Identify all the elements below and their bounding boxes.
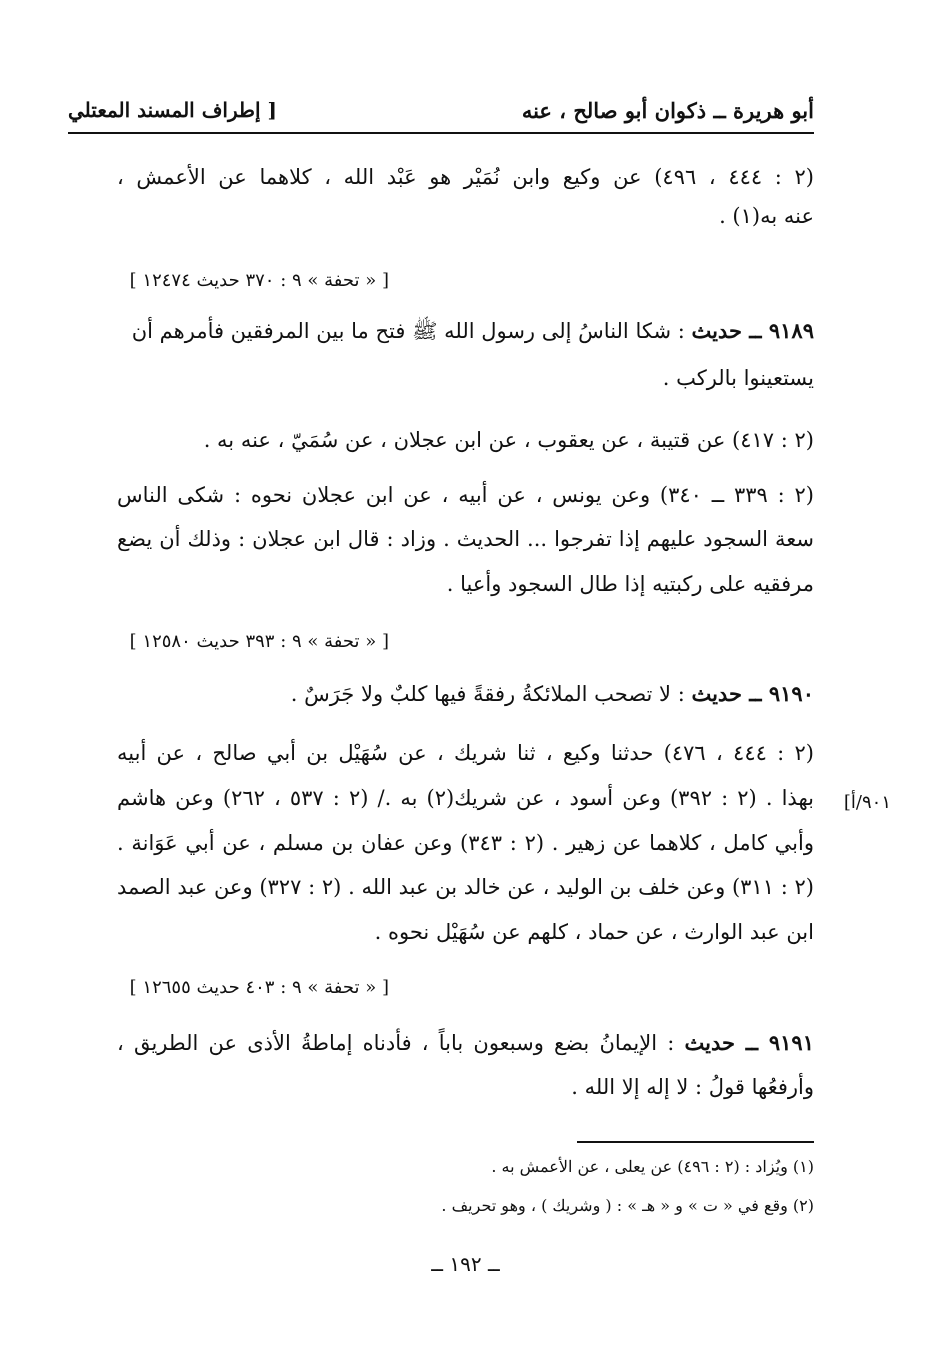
hadith-number: ٩١٨٩ ــ حديث [691, 318, 814, 343]
tuhfa-reference: [ « تحفة » ٩ : ٣٩٣ حديث ١٢٥٨٠ ] [129, 631, 389, 652]
text-line: عنه به(١) . [719, 204, 814, 228]
text-line: وأبي كامل ، كلاهما عن زهير . (٢ : ٣٤٣) وعن عفان بن مسلم ، عن أبي عَوَانة . [117, 831, 814, 855]
hadith-number: ٩١٩٠ ــ حديث [691, 681, 814, 706]
text-line: بهذا . (٢ : ٣٩٢) وعن أسود ، عن شريك(٢) به ./ (٢ : ٥٣٧ ، ٢٦٢) وعن هاشم [117, 786, 814, 810]
footnote: (٢) وقع في « ت » و « هـ » : ( وشريك ) ، وهو تحريف . [441, 1196, 814, 1215]
hadith-text: : الإيمانُ بضع وسبعون باباً ، فأدناه إماطةُ الأذى عن الطريق ، [117, 1031, 685, 1055]
footnote-separator [577, 1141, 814, 1143]
footnote: (١) ويُزاد : (٢ : ٤٩٦) عن يعلى ، عن الأعمش به . [491, 1157, 814, 1176]
text-line: (٢ : ٣١١) وعن خلف بن الوليد ، عن خالد بن عبد الله . (٢ : ٣٢٧) وعن عبد الصمد [117, 875, 814, 899]
hadith-text: : لا تصحب الملائكةُ رفقةً فيها كلبٌ ولا جَرَسٌ . [290, 682, 692, 706]
page-number: ــ ١٩٢ ــ [431, 1252, 500, 1276]
text-line: وأرفعُها قولُ : لا إله إلا الله . [571, 1075, 814, 1099]
margin-folio-note: [٩٠١/أ [843, 792, 891, 813]
running-header [68, 92, 814, 134]
hadith-number: ٩١٩١ ــ حديث [684, 1030, 814, 1055]
tuhfa-reference: [ « تحفة » ٩ : ٣٧٠ حديث ١٢٤٧٤ ] [129, 270, 389, 291]
text-line: سعة السجود عليهم إذا تفرجوا ... الحديث . وزاد : قال ابن عجلان : وذلك أن يضع [117, 527, 814, 551]
hadith-9189 [117, 318, 814, 344]
text-line: يستعينوا بالركب . [662, 366, 814, 390]
header-book-title: [ إطراف المسند المعتلي [68, 98, 277, 122]
text-line: مرفقيه على ركبتيه إذا طال السجود وأعيا . [446, 572, 814, 596]
tuhfa-reference: [ « تحفة » ٩ : ٤٠٣ حديث ١٢٦٥٥ ] [129, 977, 389, 998]
hadith-text: : شكا الناسُ إلى رسول الله ﷺ فتح ما بين المرفقين فأمرهم أن [131, 319, 692, 343]
text-line: (٢ : ٤٤٤ ، ٤٧٦) حدثنا وكيع ، ثنا شريك ، عن سُهَيْل بن أبي صالح ، عن أبيه [117, 741, 814, 765]
text-line: ابن عبد الوارث ، عن حماد ، كلهم عن سُهَيْل نحوه . [374, 920, 814, 944]
text-line: (٢ : ٤٤٤ ، ٤٩٦) عن وكيع وابن نُمَيْر هو عَبْد الله ، كلاهما عن الأعمش ، [117, 165, 814, 189]
text-line: (٢ : ٣٣٩ ــ ٣٤٠) وعن يونس ، عن أبيه ، عن ابن عجلان نحوه : شكى الناس [117, 483, 814, 507]
hadith-9190 [291, 681, 814, 707]
hadith-9191 [117, 1030, 814, 1056]
text-line: (٢ : ٤١٧) عن قتيبة ، عن يعقوب ، عن ابن عجلان ، عن سُمَيّ ، عنه به . [203, 428, 814, 452]
header-chapter-title: أبو هريرة ــ ذكوان أبو صالح ، عنه [521, 98, 814, 123]
